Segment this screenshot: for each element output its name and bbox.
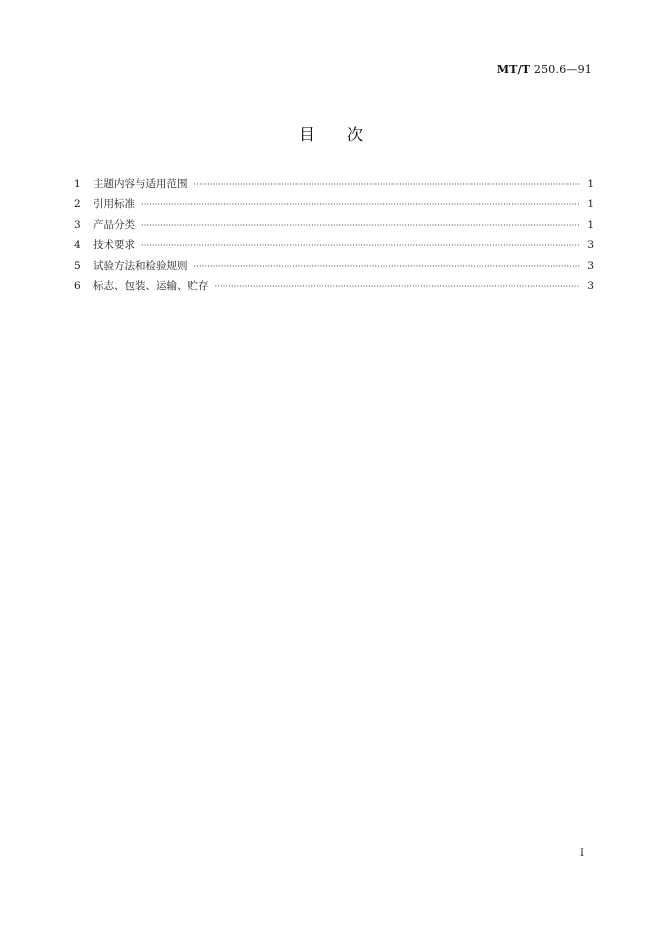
toc-entry-page: 3 [587, 259, 594, 272]
toc-entry-number: 6 [74, 279, 81, 292]
toc-entry-page: 1 [587, 218, 594, 231]
toc-entry-title: 产品分类 [93, 218, 135, 231]
toc-entry-page: 3 [587, 279, 594, 292]
toc-entry-number: 3 [74, 218, 81, 231]
toc-entry[interactable] [74, 276, 594, 296]
toc-entry[interactable] [74, 194, 594, 214]
toc-dot-leader [194, 257, 581, 277]
toc-dot-leader [141, 216, 580, 236]
toc-entry[interactable] [74, 235, 594, 255]
toc-entry-page: 1 [587, 178, 594, 190]
toc-entry-page: 3 [587, 239, 594, 252]
toc-dot-leader [141, 195, 580, 215]
toc-entry-title: 主题内容与适用范围 [93, 178, 188, 190]
toc-entry[interactable] [74, 174, 594, 194]
toc-dot-leader [194, 175, 581, 195]
toc-entry-title: 试验方法和检验规则 [93, 259, 188, 272]
standard-code [497, 63, 592, 76]
toc-entry-page: 1 [587, 198, 594, 211]
toc-entry-title: 标志、包装、运输、贮存 [93, 279, 209, 292]
toc-entry[interactable] [74, 215, 594, 235]
toc-dot-leader [215, 277, 581, 297]
toc-entry-number: 5 [74, 259, 81, 272]
page-number: I [580, 848, 584, 859]
standard-number: 250.6—91 [533, 63, 592, 76]
toc-entry-title: 技术要求 [93, 239, 135, 252]
standard-prefix: MT/T [496, 63, 531, 76]
table-of-contents [74, 174, 594, 296]
toc-entry-title: 引用标准 [93, 198, 135, 211]
toc-entry-number: 4 [74, 239, 81, 252]
toc-title: 目 次 [298, 125, 363, 144]
toc-entry[interactable] [74, 256, 594, 276]
toc-entry-number: 2 [74, 198, 81, 211]
toc-entry-number: 1 [74, 178, 81, 190]
toc-dot-leader [141, 236, 580, 256]
